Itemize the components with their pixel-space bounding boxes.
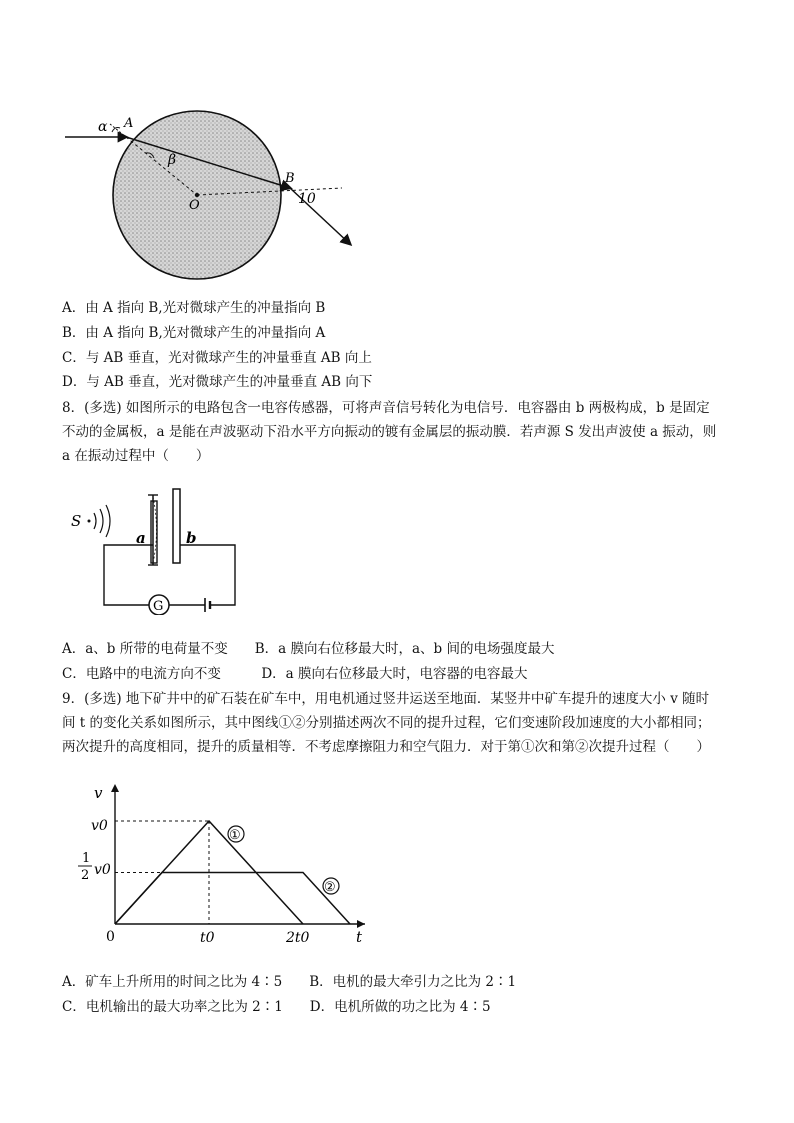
- q8-options-line-1: A．a、b 所带的电荷量不变 B．a 膜向右位移最大时，a、b 间的电场强度最大: [62, 641, 555, 657]
- point-b-label: B: [285, 171, 295, 186]
- sphere-figure: [60, 100, 360, 280]
- origin-label: 0: [106, 929, 115, 945]
- series-2-line: [115, 873, 350, 925]
- q9-options-line-1: A．矿车上升所用的时间之比为 4∶5 B．电机的最大牵引力之比为 2∶1: [62, 974, 517, 990]
- series-2-label: ②: [324, 880, 336, 895]
- beta-label: β: [168, 152, 177, 168]
- q8-stem-1: 8．(多选) 如图所示的电路包含一电容传感器，可将声音信号转化为电信号．电容器由 b 两极构成，b 是固定: [62, 400, 710, 416]
- x-axis-label: t: [356, 928, 363, 946]
- capacitor-circuit-figure: [68, 485, 248, 615]
- q7-option-d: D．与 AB 垂直，光对微球产生的冲量垂直 AB 向下: [62, 374, 373, 390]
- y-tick-half-den: 2: [81, 868, 90, 883]
- q7-option-a: A．由 A 指向 B,光对微球产生的冲量指向 B: [62, 300, 326, 316]
- alpha-label: α: [98, 119, 108, 135]
- q8-stem-2: 不动的金属板，a 是能在声波驱动下沿水平方向振动的镀有金属层的振动膜．若声源 S 发出声波使 a 振动，则: [62, 424, 717, 440]
- y-tick-half-v0: v0: [94, 862, 111, 878]
- galvanometer-label: G: [153, 599, 164, 614]
- source-s-label: S: [71, 512, 82, 530]
- q9-options-line-2: C．电机输出的最大功率之比为 2∶1 D．电机所做的功之比为 4∶5: [62, 999, 491, 1015]
- plate-b-label: b: [186, 529, 197, 547]
- angle-10-label: 10: [298, 191, 316, 207]
- q9-stem-1: 9．(多选) 地下矿井中的矿石装在矿车中，用电机通过竖井运送至地面．某竖井中矿车提升的速度大小 v 随时: [62, 691, 710, 707]
- q9-stem-2: 间 t 的变化关系如图所示，其中图线①②分别描述两次不同的提升过程，它们变速阶段加速度的大小都相同；: [62, 715, 711, 731]
- q7-option-b: B．由 A 指向 B,光对微球产生的冲量指向 A: [62, 325, 326, 341]
- q7-option-c: C．与 AB 垂直，光对微球产生的冲量垂直 AB 向上: [62, 350, 372, 366]
- q8-stem-3: a 在振动过程中（ ）: [62, 448, 210, 464]
- x-tick-t0: t0: [200, 930, 215, 946]
- series-1-label: ①: [229, 828, 241, 843]
- y-tick-v0: v0: [91, 818, 108, 834]
- q8-options-line-2: C．电路中的电流方向不变 D．a 膜向右位移最大时，电容器的电容最大: [62, 666, 528, 682]
- vt-graph: [60, 778, 380, 958]
- y-tick-half-num: 1: [82, 851, 91, 866]
- x-tick-2t0: 2t0: [286, 930, 310, 946]
- point-o-label: O: [189, 198, 200, 213]
- point-a-label: A: [124, 116, 134, 131]
- q9-stem-3: 两次提升的高度相同，提升的质量相等．不考虑摩擦阻力和空气阻力．对于第①次和第②次提升过程（ ）: [62, 739, 710, 755]
- y-axis-label: v: [94, 784, 103, 802]
- plate-a-label: a: [136, 529, 146, 547]
